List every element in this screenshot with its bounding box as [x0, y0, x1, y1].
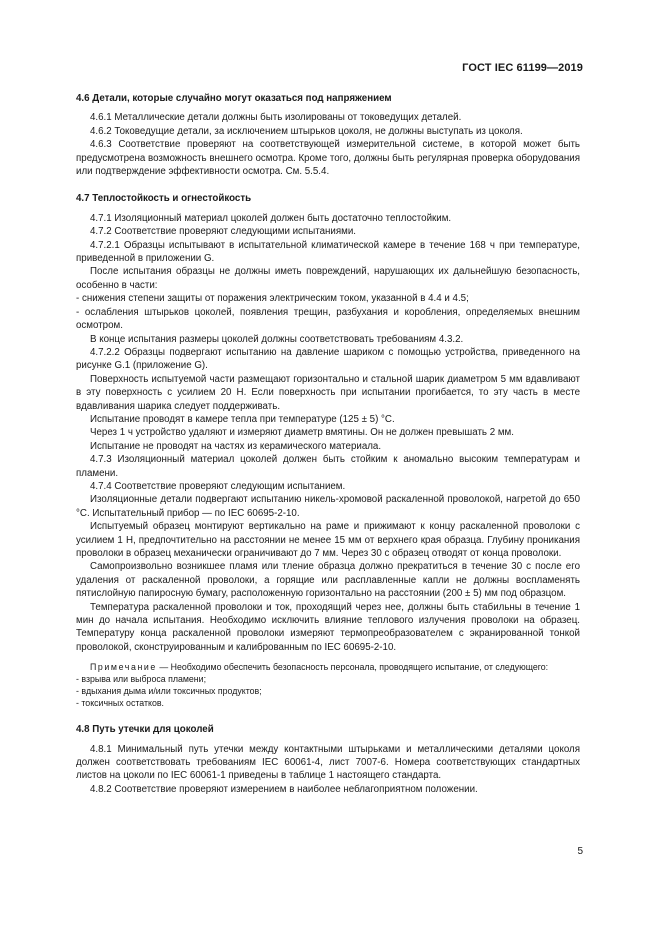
paragraph-4-8-2: 4.8.2 Соответствие проверяют измерением в наиболее неблагоприятном положении. — [90, 783, 478, 795]
paragraph-wire-temperature: Температура раскаленной проволоки и ток, проходящий через нее, должны быть стабильны в течение 1 мин до начала испытания. Необходимо исключить влияние теплового излучения проволоки на образец. Температуру конца раскаленной проволоки измеряют термопреобразователем с экранированной тонкой проволокой, сконструированным и калиброванным по IEC 60695-2-10. — [76, 601, 580, 653]
paragraph-4-6-2: 4.6.2 Токоведущие детали, за исключением штырьков цоколя, не должны выступать из цоколя. — [90, 125, 523, 137]
paragraph-ball-pressure: Поверхность испытуемой части размещают горизонтально и стальной шарик диаметром 5 мм вдавливают в эту поверхность с усилием 20 Н. Если поверхность при испытании прогибается, то эту часть в месте вдавливания шарика следует поддерживать. — [76, 373, 580, 412]
paragraph-indent-diameter: Через 1 ч устройство удаляют и измеряют диаметр вмятины. Он не должен превышать 2 мм. — [90, 427, 514, 439]
section-4-7-heading: 4.7 Теплостойкость и огнестойкость — [76, 193, 252, 205]
paragraph-4-7-2-1: 4.7.2.1 Образцы испытывают в испытательной климатической камере в течение 168 ч при температуре, приведенной в приложении G. — [76, 239, 580, 265]
page-content — [76, 92, 580, 796]
paragraph-specimen-mount: Испытуемый образец монтируют вертикально на раме и прижимают к концу раскаленной проволоки с усилием 1 Н, предпочтительно на расстоянии не менее 15 мм от верхнего края образца. Глубину проникания проволоки в образец механически ограничивают до 7 мм. Через 30 с образец отводят от конца проволоки. — [76, 521, 580, 559]
note-label: Примечание — [90, 662, 157, 673]
paragraph-ceramic: Испытание не проводят на частях из керамического материала. — [90, 440, 382, 452]
paragraph-glow-wire: Изоляционные детали подвергают испытанию никель-хромовой раскаленной проволокой, нагретой до 650 °С. Испытательный прибор — по IEC 60695-2-10. — [76, 494, 580, 519]
list-item-protection: - снижения степени защиты от поражения электрическим током, указанной в 4.4 и 4.5; — [76, 293, 469, 305]
note-item: - взрыва или выброса пламени; — [76, 674, 207, 685]
section-4-8-heading: 4.8 Путь утечки для цоколей — [76, 724, 214, 736]
page-number: 5 — [577, 846, 583, 857]
note-block — [76, 661, 580, 709]
paragraph-flame: Самопроизвольно возникшее пламя или тление образца должно прекратиться в течение 30 с после его удаления от раскаленной проволоки, а горящие или расплавленные капли не должны воспламенять пятислойную папиросную бумагу, расположенную горизонтально на расстоянии (200 ± 5) мм под образцом. — [76, 561, 580, 600]
note-text: — Необходимо обеспечить безопасность персонала, проводящего испытание, от следующего: — [156, 662, 549, 673]
note-item: - токсичных остатков. — [76, 698, 164, 709]
standard-designation: ГОСТ IEC 61199—2019 — [462, 62, 583, 74]
paragraph-4-7-2-2: 4.7.2.2 Образцы подвергают испытанию на давление шариком с помощью устройства, приведенного на рисунке G.1 (приложение G). — [76, 346, 580, 372]
section-4-6-heading: 4.6 Детали, которые случайно могут оказаться под напряжением — [76, 93, 392, 104]
paragraph-4-6-3: 4.6.3 Соответствие проверяют на соответствующей измерительной системе, в которой может быть предусмотрена возможность внешнего осмотра. Кроме того, должны быть регулярная проверка оборудования или подтверждение эффективности осмотра. См. 5.5.4. — [76, 139, 580, 178]
paragraph-4-6-1: 4.6.1 Металлические детали должны быть изолированы от токоведущих деталей. — [90, 112, 462, 124]
note-heading — [76, 661, 580, 673]
paragraph-after-test: После испытания образцы не должны иметь повреждений, нарушающих их дальнейшую безопасность, особенно в части: — [76, 266, 580, 291]
paragraph-4-7-1: 4.7.1 Изоляционный материал цоколей должен быть достаточно теплостойким. — [90, 212, 452, 224]
paragraph-4-7-4: 4.7.4 Соответствие проверяют следующим испытанием. — [90, 480, 346, 492]
paragraph-temperature: Испытание проводят в камере тепла при температуре (125 ± 5) °С. — [90, 413, 395, 425]
paragraph-4-7-2: 4.7.2 Соответствие проверяют следующими испытаниями. — [90, 226, 356, 238]
paragraph-dimensions: В конце испытания размеры цоколей должны соответствовать требованиям 4.3.2. — [90, 333, 464, 345]
paragraph-4-8-1: 4.8.1 Минимальный путь утечки между контактными штырьками и металлическими деталями цоколя должен соответствовать требованиям IEC 60061-4, лист 7007-6. Номера соответствующих стандартных листов на цоколи по IEC 60061-1 приведены в таблице 1 настоящего стандарта. — [76, 743, 580, 782]
note-item: - вдыхания дыма и/или токсичных продуктов; — [76, 686, 262, 697]
list-item-pins: - ослабления штырьков цоколей, появления трещин, разбухания и коробления, определяемых внешним осмотром. — [76, 306, 580, 332]
paragraph-4-7-3: 4.7.3 Изоляционный материал цоколей должен быть стойким к аномально высоким температурам и пламени. — [76, 454, 580, 479]
